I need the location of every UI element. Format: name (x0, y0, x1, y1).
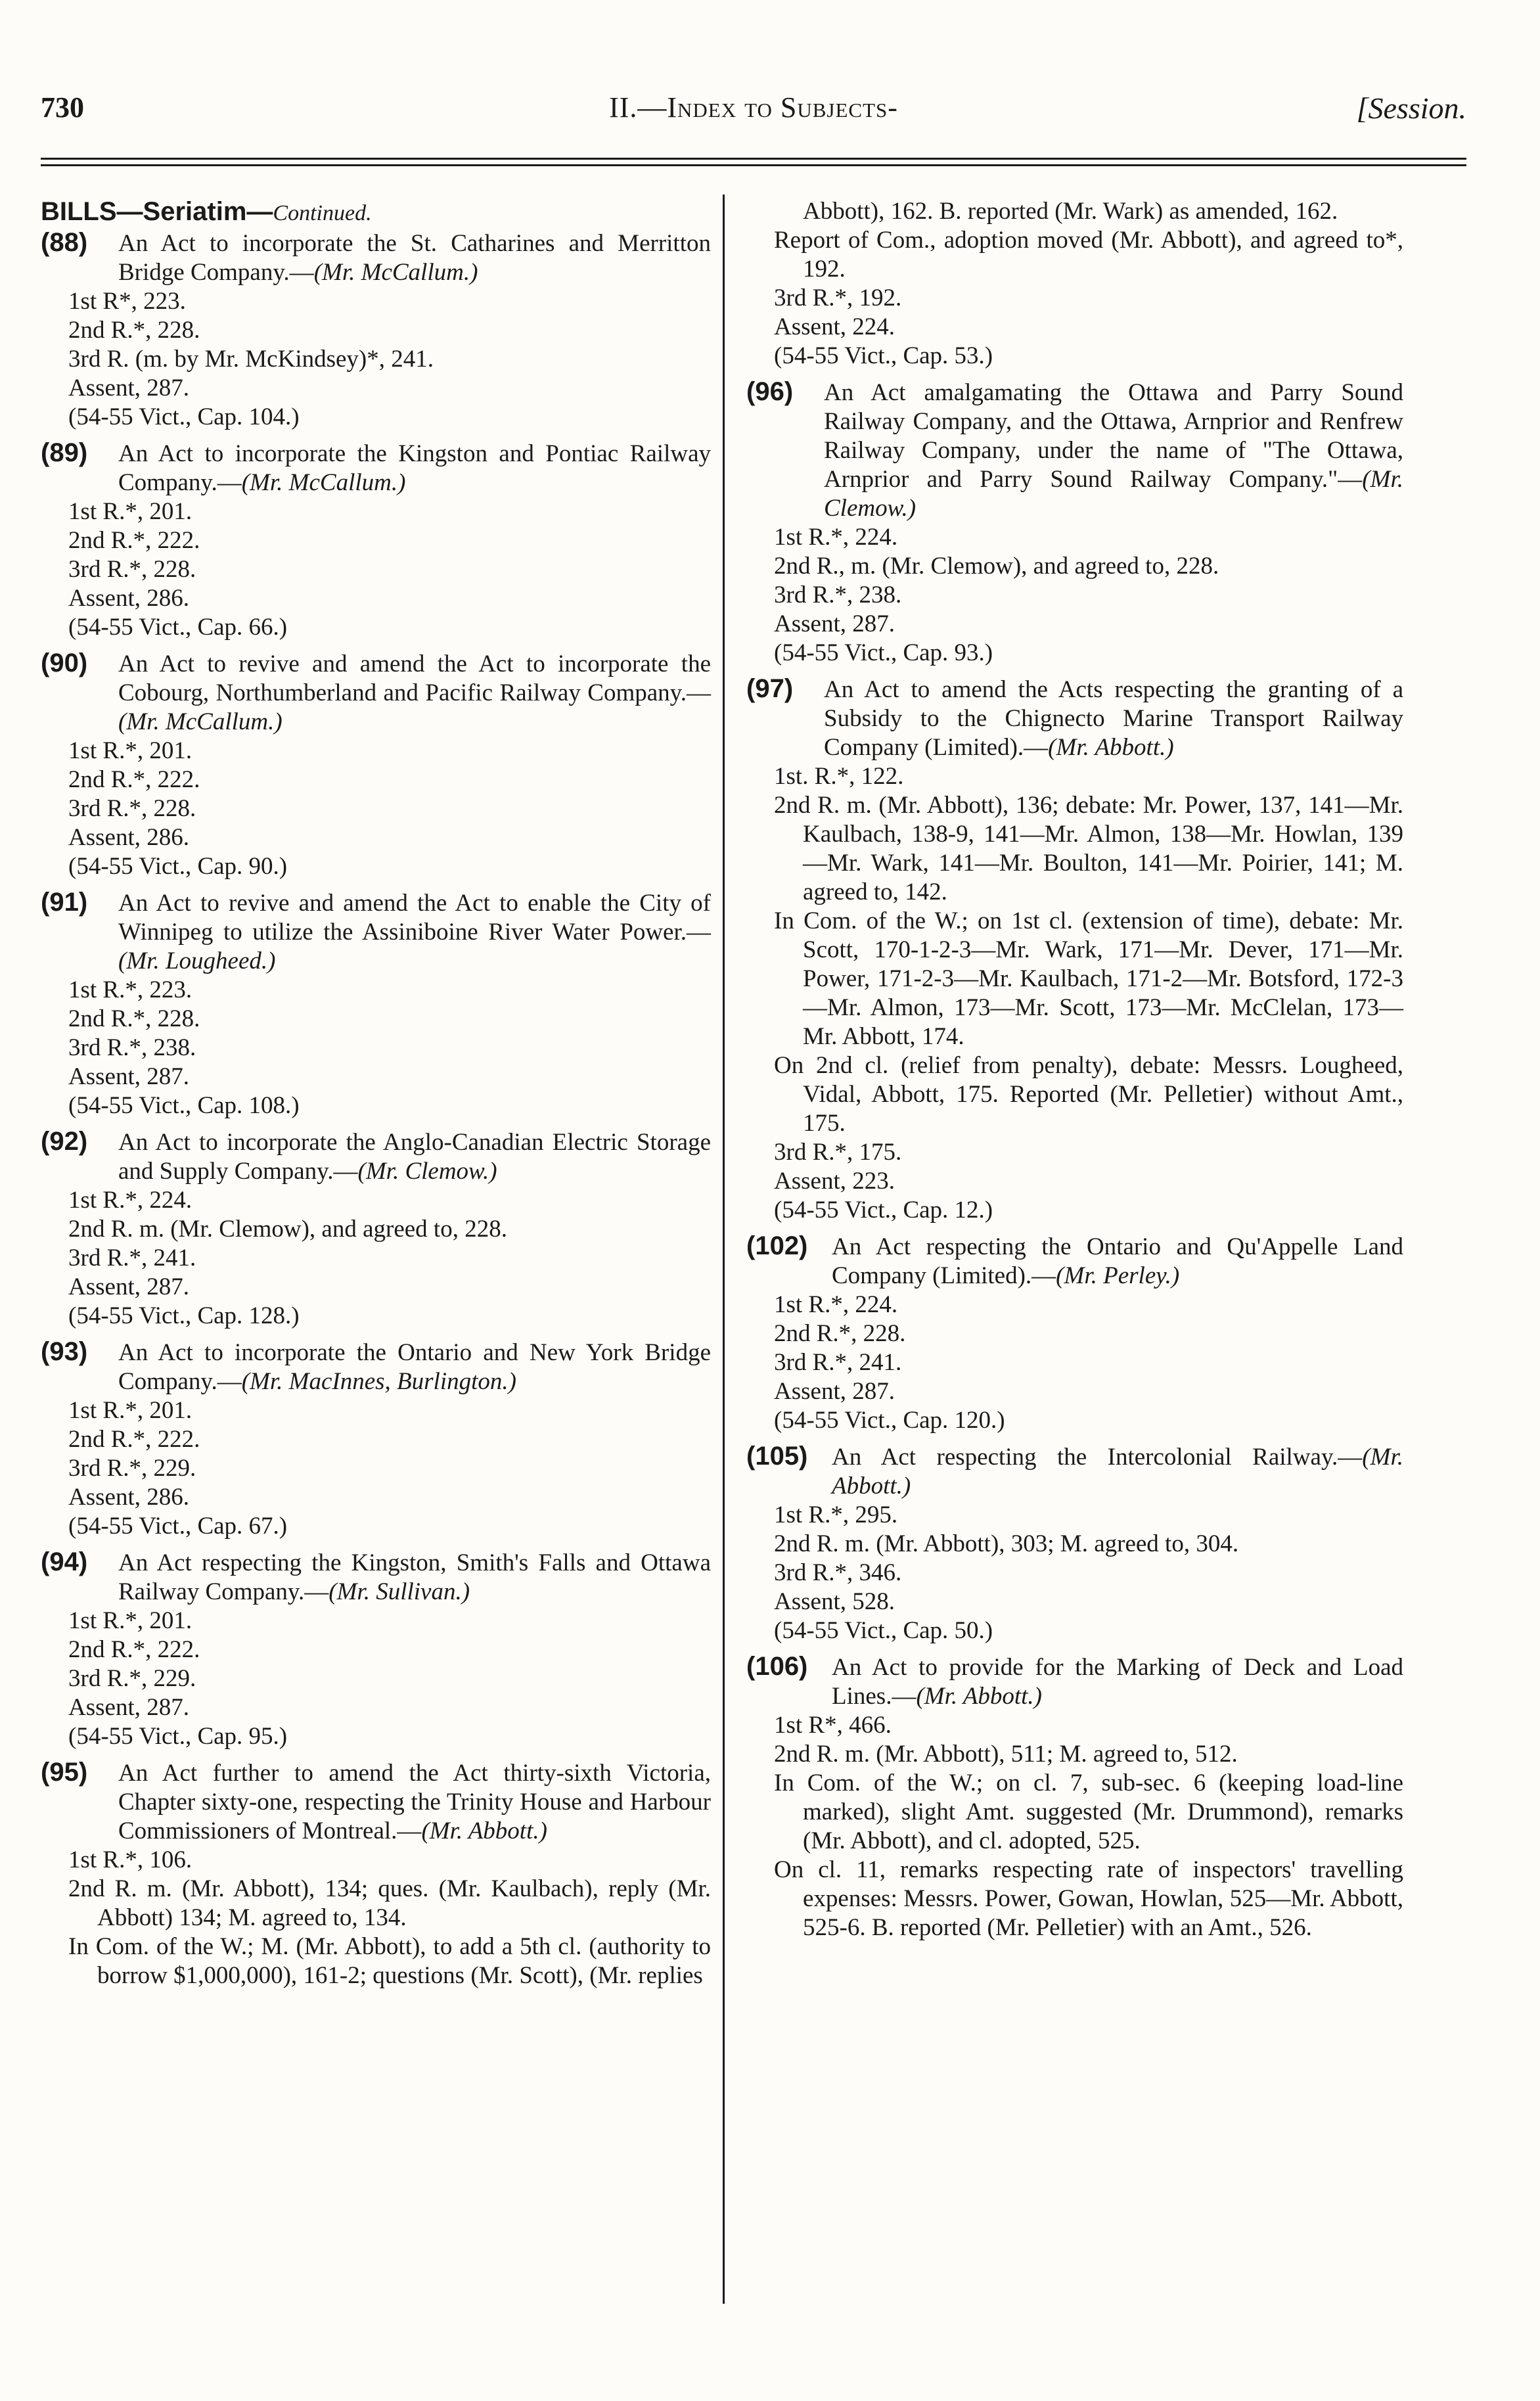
bill-reading-item: On cl. 11, remarks respecting rate of inspectors' travelling expenses: Messrs. Power, Gowan, Howlan, 525—Mr. Abbott, 525-6. B. reported (Mr. Pelletier) with an Amt., 526. (774, 1856, 1403, 1941)
bill-entry (746, 674, 1403, 1231)
bill-reading-item: (54-55 Vict., Cap. 93.) (774, 639, 993, 666)
bill-title-line (41, 1127, 711, 1186)
bill-title-line (41, 438, 711, 497)
bill-entry (41, 228, 711, 438)
bill-title: An Act to amend the Acts respecting the granting of a Subsidy to the Chignecto Marine Transport Railway Company (Limited).— (824, 676, 1403, 761)
bill-reading-item: 1st R.*, 201. (68, 737, 192, 764)
bill-reading-item: 3rd R.*, 228. (68, 556, 196, 583)
bill-reading-item: 2nd R.*, 222. (68, 766, 200, 793)
bill-sponsor: (Mr. Perley.) (1056, 1262, 1180, 1289)
left-column (41, 197, 711, 1997)
bill-reading-item: 2nd R. m. (Mr. Abbott), 136; debate: Mr. Power, 137, 141—Mr. Kaulbach, 138-9, 141—Mr. Almon, 138—Mr. Howlan, 139—Mr. Wark, 141—Mr. Boulton, 141—Mr. Poirier, 141; M. agreed to, 142. (774, 792, 1403, 905)
bill-spacer (746, 371, 1403, 377)
bill-number: (88) (41, 228, 88, 257)
bill-reading-item: Assent, 286. (68, 1484, 189, 1511)
bill-number: (94) (41, 1547, 88, 1576)
bill-reading-item: 2nd R. m. (Mr. Abbott), 134; ques. (Mr. Kaulbach), reply (Mr. Abbott) 134; M. agreed to, 134. (68, 1875, 711, 1931)
bill-reading-item: (54-55 Vict., Cap. 95.) (68, 1723, 288, 1750)
bill-title: An Act to revive and amend the Act to enable the City of Winnipeg to utilize the Assiniboine River Water Power.— (118, 890, 711, 946)
bill-reading-item: In Com. of the W.; on cl. 7, sub-sec. 6 (keeping load-line marked), slight Amt. suggested (Mr. Drummond), remarks (Mr. Abbott), and cl. adopted, 525. (774, 1770, 1403, 1854)
bill-reading-item: Assent, 286. (68, 824, 189, 851)
bill-reading-item: 1st R.*, 201. (68, 1397, 192, 1424)
bill-reading-item: 2nd R.*, 222. (68, 527, 200, 554)
bill-reading-item: Assent, 287. (68, 375, 189, 401)
continuation-block (746, 197, 1403, 377)
bill-number: (102) (746, 1231, 808, 1260)
bill-reading-item: 2nd R.*, 222. (68, 1636, 200, 1663)
bill-reading-item: 2nd R.*, 228. (68, 1005, 200, 1032)
column-divider (723, 194, 725, 2304)
bill-sponsor: (Mr. Abbott.) (421, 1818, 547, 1844)
section-heading-text: BILLS—Seriatim— (41, 197, 273, 226)
bill-title: An Act respecting the Ontario and Qu'Appelle Land Company (Limited).— (832, 1233, 1403, 1289)
running-title (41, 91, 1466, 124)
bill-reading-item: 3rd R.*, 346. (774, 1559, 902, 1586)
bill-title-line (746, 377, 1403, 523)
bill-sponsor: (Mr. McCallum.) (118, 708, 283, 735)
page-header (41, 91, 1466, 137)
bill-title-line (746, 1442, 1403, 1501)
bill-entry (746, 1231, 1403, 1442)
bill-reading-item: 2nd R. m. (Mr. Abbott), 511; M. agreed to, 512. (774, 1741, 1238, 1768)
bill-title: An Act to incorporate the Ontario and New York Bridge Company.— (118, 1339, 711, 1395)
header-rule-top (41, 158, 1466, 160)
bill-reading-item: (54-55 Vict., Cap. 50.) (774, 1617, 993, 1644)
bill-sponsor: (Mr. Sullivan.) (328, 1578, 470, 1605)
bill-reading-item: Assent, 287. (68, 1063, 189, 1090)
running-title-text: Index to Subjects- (667, 91, 898, 124)
bill-spacer (41, 881, 711, 888)
page-number: 730 (41, 91, 84, 124)
bill-reading-item: (54-55 Vict., Cap. 128.) (68, 1302, 300, 1329)
bill-reading-item: 2nd R.*, 228. (68, 317, 200, 344)
bill-reading-item: (54-55 Vict., Cap. 12.) (774, 1197, 993, 1223)
bill-sponsor: (Mr. Clemow.) (357, 1158, 497, 1185)
bill-reading-item: 1st R.*, 201. (68, 1607, 192, 1634)
bill-number: (89) (41, 438, 88, 467)
running-title-roman: II.— (609, 91, 668, 124)
bill-number: (95) (41, 1758, 88, 1787)
bill-number: (91) (41, 888, 88, 917)
bill-reading-item: (54-55 Vict., Cap. 53.) (774, 342, 993, 369)
bill-number: (96) (746, 377, 794, 406)
bill-spacer (41, 1120, 711, 1127)
bill-title: An Act to revive and amend the Act to incorporate the Cobourg, Northumberland and Pacific Railway Company.— (118, 651, 711, 706)
bill-title-line (746, 674, 1403, 762)
bill-reading-item: 2nd R.*, 228. (774, 1320, 906, 1347)
bill-entry (41, 888, 711, 1127)
bill-reading-item: In Com. of the W.; M. (Mr. Abbott), to add a 5th cl. (authority to borrow $1,000,000), 161-2; questions (Mr. Scott), (Mr. replies (68, 1933, 711, 1989)
right-column (746, 197, 1403, 1949)
bill-reading-item: 1st R*, 466. (774, 1712, 892, 1739)
bill-title-line (746, 1652, 1403, 1711)
bill-entry (746, 1652, 1403, 1949)
bill-reading-item: On 2nd cl. (relief from penalty), debate: Messrs. Lougheed, Vidal, Abbott, 175. Reported (Mr. Pelletier) without Amt., 175. (774, 1052, 1403, 1137)
bill-reading-item: (54-55 Vict., Cap. 104.) (68, 403, 300, 430)
section-continued: Continued. (273, 201, 372, 225)
bill-reading-item: (54-55 Vict., Cap. 120.) (774, 1407, 1005, 1434)
bill-title-line (41, 649, 711, 737)
bill-title: An Act respecting the Kingston, Smith's Falls and Ottawa Railway Company.— (118, 1549, 711, 1605)
bill-sponsor: (Mr. Abbott.) (916, 1683, 1042, 1710)
bill-title-line (41, 1547, 711, 1607)
bill-reading-item: 1st R.*, 224. (774, 524, 898, 551)
bill-spacer (746, 668, 1403, 674)
bill-title: An Act to incorporate the Kingston and Pontiac Railway Company.— (118, 440, 711, 496)
bill-number: (97) (746, 674, 794, 703)
bill-reading-item: 3rd R.*, 229. (68, 1665, 196, 1692)
bill-spacer (746, 1645, 1403, 1652)
bill-title-line (41, 228, 711, 287)
bill-reading-item: 2nd R., m. (Mr. Clemow), and agreed to, 228. (774, 553, 1219, 580)
left-bill-list (41, 228, 711, 1997)
bill-number: (90) (41, 649, 88, 677)
bill-entry (41, 1758, 711, 1997)
bill-reading-item: 2nd R. m. (Mr. Clemow), and agreed to, 228. (68, 1216, 507, 1243)
bill-reading-item: 3rd R.*, 238. (774, 582, 902, 608)
bill-reading-item: Report of Com., adoption moved (Mr. Abbott), and agreed to*, 192. (774, 227, 1403, 283)
bill-reading-item: 3rd R.*, 241. (68, 1245, 196, 1271)
bill-sponsor: (Mr. Lougheed.) (118, 948, 276, 974)
bill-reading-item: 1st R.*, 106. (68, 1846, 192, 1873)
bill-spacer (41, 1990, 711, 1997)
bill-title-line (746, 1231, 1403, 1291)
bill-number: (106) (746, 1652, 808, 1681)
bill-reading-item: 1st. R.*, 122. (774, 763, 904, 790)
bill-title: An Act respecting the Intercolonial Railway.— (832, 1444, 1363, 1471)
bill-title-line (41, 1337, 711, 1396)
bill-spacer (41, 1541, 711, 1547)
bill-reading-item: Assent, 287. (68, 1273, 189, 1300)
bill-number: (92) (41, 1127, 88, 1156)
bill-spacer (746, 1225, 1403, 1231)
bill-reading-item: Assent, 287. (774, 1378, 895, 1405)
header-rule-bottom (41, 164, 1466, 166)
bill-title-line (41, 888, 711, 976)
bill-sponsor: (Mr. Abbott.) (832, 1444, 1403, 1499)
bill-entry (41, 649, 711, 888)
bill-number: (93) (41, 1337, 88, 1366)
bill-title-line (41, 1758, 711, 1846)
bill-sponsor: (Mr. McCallum.) (241, 469, 406, 496)
bill-title: An Act further to amend the Act thirty-sixth Victoria, Chapter sixty-one, respecting the Trinity House and Harbour Commissioners of Montreal.— (118, 1760, 711, 1844)
bill-reading-item: 1st R.*, 201. (68, 498, 192, 525)
bill-reading-item: (54-55 Vict., Cap. 66.) (68, 614, 288, 641)
bill-title: An Act to provide for the Marking of Deck and Load Lines.— (832, 1654, 1403, 1710)
continued-text: Abbott), 162. B. reported (Mr. Wark) as amended, 162. (803, 198, 1338, 225)
bill-spacer (41, 1751, 711, 1758)
bill-reading-item: 3rd R.*, 192. (774, 285, 902, 311)
bill-number: (105) (746, 1442, 808, 1471)
bill-spacer (746, 1435, 1403, 1442)
bill-reading-item: (54-55 Vict., Cap. 90.) (68, 853, 288, 880)
bill-reading-item: 1st R.*, 224. (774, 1291, 898, 1318)
bill-reading-item: 3rd R.*, 241. (774, 1349, 902, 1376)
bill-spacer (41, 1331, 711, 1337)
right-bill-list (746, 377, 1403, 1949)
bill-sponsor: (Mr. Clemow.) (824, 466, 1403, 522)
bill-reading-item: Assent, 287. (68, 1694, 189, 1721)
bill-reading-item: 3rd R.*, 229. (68, 1455, 196, 1482)
bill-title: An Act to incorporate the Anglo-Canadian Electric Storage and Supply Company.— (118, 1129, 711, 1185)
bill-entry (41, 438, 711, 649)
bill-reading-item: 1st R.*, 223. (68, 976, 192, 1003)
bill-reading-item: Assent, 287. (774, 610, 895, 637)
bill-reading-item: 2nd R. m. (Mr. Abbott), 303; M. agreed to, 304. (774, 1530, 1239, 1557)
bill-reading-item: 3rd R.*, 175. (774, 1139, 902, 1166)
bill-reading-item: 1st R.*, 224. (68, 1187, 192, 1214)
bill-sponsor: (Mr. MacInnes, Burlington.) (241, 1368, 516, 1395)
section-heading (41, 197, 711, 228)
bill-sponsor: (Mr. McCallum.) (313, 259, 478, 286)
bill-reading-item: 3rd R.*, 228. (68, 795, 196, 822)
bill-reading-item: (54-55 Vict., Cap. 67.) (68, 1513, 288, 1540)
bill-title: An Act amalgamating the Ottawa and Parry Sound Railway Company, and the Ottawa, Arnprior and Renfrew Railway Company, under the name of "The Ottawa, Arnprior and Parry Sound Railway Company."— (824, 379, 1403, 493)
session-label: [Session. (1356, 91, 1466, 125)
bill-spacer (41, 642, 711, 649)
bill-entry (746, 377, 1403, 674)
bill-reading-item: In Com. of the W.; on 1st cl. (extension of time), debate: Mr. Scott, 170-1-2-3—Mr. Wark, 171—Mr. Dever, 171—Mr. Power, 171-2-3—Mr. Kaulbach, 171-2—Mr. Botsford, 172-3—Mr. Almon, 173—Mr. Scott, 173—Mr. McClelan, 173—Mr. Abbott, 174. (774, 907, 1403, 1050)
bill-entry (746, 1442, 1403, 1652)
bill-reading-item: Assent, 528. (774, 1588, 895, 1615)
bill-spacer (746, 1942, 1403, 1949)
bill-title: An Act to incorporate the St. Catharines and Merritton Bridge Company.— (118, 230, 711, 286)
bill-reading-item: (54-55 Vict., Cap. 108.) (68, 1092, 300, 1119)
bill-entry (41, 1127, 711, 1337)
bill-reading-item: 1st R*, 223. (68, 288, 186, 315)
bill-reading-item: Assent, 223. (774, 1168, 895, 1195)
bill-reading-item: Assent, 224. (774, 313, 895, 340)
bill-entry (41, 1547, 711, 1758)
bill-reading-item: 2nd R.*, 222. (68, 1426, 200, 1453)
bill-reading-item: Assent, 286. (68, 585, 189, 612)
bill-reading-item: 3rd R. (m. by Mr. McKindsey)*, 241. (68, 346, 434, 373)
bill-reading-item: 3rd R.*, 238. (68, 1034, 196, 1061)
bill-spacer (41, 432, 711, 438)
bill-reading-item: 1st R.*, 295. (774, 1501, 898, 1528)
bill-entry (41, 1337, 711, 1547)
bill-sponsor: (Mr. Abbott.) (1048, 734, 1174, 761)
